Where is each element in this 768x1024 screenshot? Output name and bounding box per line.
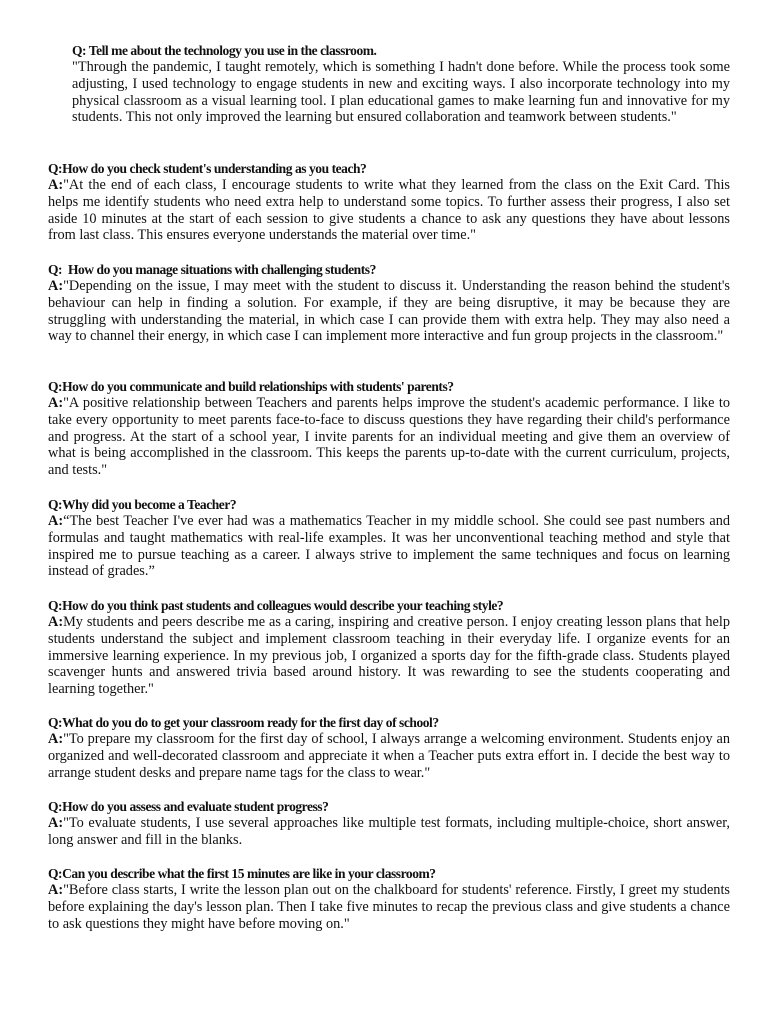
qa-technology [72,42,730,126]
answer-text: “The best Teacher I've ever had was a mathematics Teacher in my middle school. She could see past numbers and formulas and taught mathematics with real-life examples. It was her unconventional teaching method and style that inspired me to pursue teaching as a career. I always strive to implement the same techniques and focus on learning instead of grades.” [48,513,730,580]
question-heading: Q:Can you describe what the first 15 minutes are like in your classroom? [48,866,436,881]
answer-label: A: [48,614,64,630]
answer-paragraph [48,177,730,244]
answer-text: "Through the pandemic, I taught remotely, which is something I hadn't done before. While the process took some adjusting, I used technology to engage students in new and exciting ways. I also incorporate technology into my physical classroom as a visual learning tool. I plan educational games to make learning fun and innovative for my students. This not only improved the learning but ensured collaboration and teamwork between students." [72,59,730,126]
answer-label: A: [48,882,64,898]
answer-paragraph [48,513,730,580]
question-heading: Q:How do you check student's understanding as you teach? [48,161,367,176]
answer-label: A: [48,177,64,193]
answer-label: A: [48,513,64,529]
question-heading: Q:What do you do to get your classroom ready for the first day of school? [48,715,439,730]
qa-check-understanding [48,160,730,244]
qa-teaching-style [48,597,730,698]
qa-why-teacher [48,496,730,580]
answer-text: My students and peers describe me as a caring, inspiring and creative person. I enjoy creating lesson plans that help students understand the subject and implement classroom teaching in their everyday life. I organize events for an immersive learning experience. In my previous job, I organized a sports day for the fifth-grade class. Students played scavenger hunts and answered trivia based around history. It was rewarding to see the students cooperating and learning together." [48,614,730,698]
answer-paragraph [48,731,730,781]
question-heading: Q:How do you communicate and build relationships with students' parents? [48,379,454,394]
question-heading: Q:How do you assess and evaluate student progress? [48,799,329,814]
answer-paragraph [48,395,730,479]
qa-assess-progress [48,798,730,849]
question-heading: Q: Tell me about the technology you use in the classroom. [72,43,377,58]
question-heading: Q:How do you think past students and colleagues would describe your teaching style? [48,598,504,613]
answer-label: A: [48,815,64,831]
answer-paragraph [48,815,730,849]
answer-text: "At the end of each class, I encourage students to write what they learned from the class on the Exit Card. This helps me identify students who need extra help to understand some topics. To further assess their progress, I also set aside 10 minutes at the start of each session to give students a chance to ask any questions they have about lessons from last class. This ensures everyone understands the material over time." [48,177,730,244]
answer-text: "A positive relationship between Teachers and parents helps improve the student's academic performance. I like to take every opportunity to meet parents face-to-face to discuss questions they have regarding their child's performance and progress. At the start of a school year, I invite parents for an individual meeting and give them an overview of what is being accomplished in the classroom. This keeps the parents up-to-date with the current curriculum, projects, and tests." [48,395,730,479]
question-heading: Q: How do you manage situations with challenging students? [48,262,376,277]
answer-text: "Depending on the issue, I may meet with the student to discuss it. Understanding the reason behind the student's behaviour can help in finding a solution. For example, if they are being disruptive, it may be because they are struggling with understanding the material, in which case I can provide them with extra help. They may also need a way to channel their energy, in which case I can implement more interactive and fun group projects in the classroom." [48,278,730,345]
answer-text: "To prepare my classroom for the first day of school, I always arrange a welcoming environment. Students enjoy an organized and well-decorated classroom and appreciate it when a Teacher puts extra effort in. I decide the best way to arrange student desks and prepare name tags for the class to wear." [48,731,730,781]
answer-paragraph [48,614,730,698]
question-heading: Q:Why did you become a Teacher? [48,497,237,512]
answer-paragraph [72,59,730,126]
answer-paragraph [48,278,730,345]
answer-label: A: [48,395,64,411]
answer-label: A: [48,278,64,294]
answer-text: "To evaluate students, I use several approaches like multiple test formats, including multiple-choice, short answer, long answer and fill in the blanks. [48,815,730,848]
answer-text: "Before class starts, I write the lesson plan out on the chalkboard for students' reference. Firstly, I greet my students before explaining the day's lesson plan. Then I take five minutes to recap the previous class and give students a chance to ask questions they might have before moving on." [48,882,730,932]
qa-classroom-ready [48,714,730,781]
qa-challenging-students [48,261,730,345]
answer-label: A: [48,731,64,747]
qa-parents [48,378,730,479]
qa-first-15-minutes [48,865,730,932]
answer-paragraph [48,882,730,932]
